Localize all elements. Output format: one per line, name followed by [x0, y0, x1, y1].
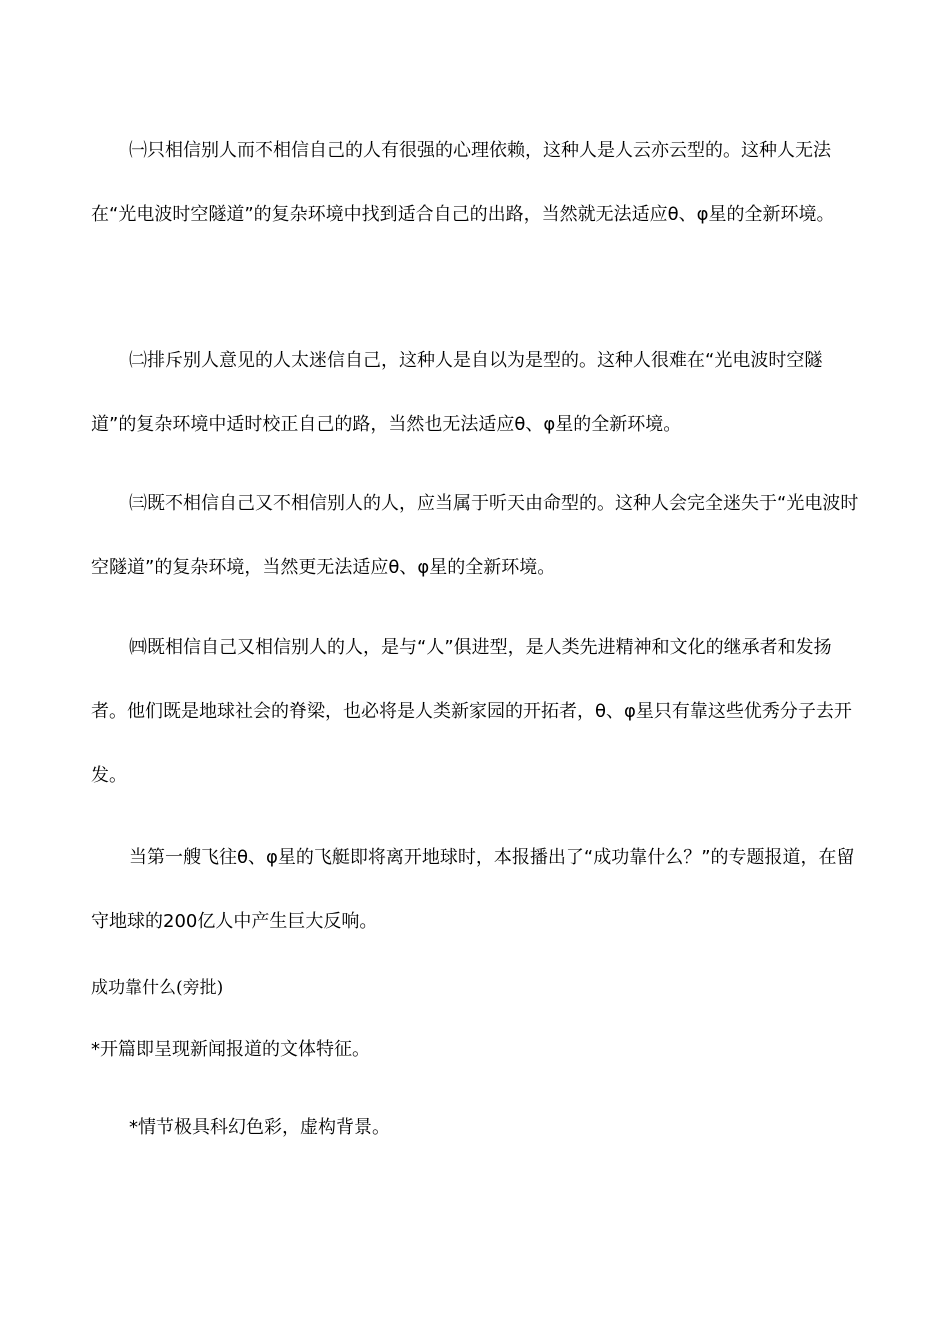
paragraph-5: 当第一艘飞往θ、φ星的飞艇即将离开地球时，本报播出了“成功靠什么？”的专题报道，在留守地球的200亿人中产生巨大反响。 [91, 847, 855, 932]
paragraph-1: ㈠只相信别人而不相信自己的人有很强的心理依赖，这种人是人云亦云型的。这种人无法在“光电波时空隧道”的复杂环境中找到适合自己的出路，当然就无法适应θ、φ星的全新环境。 [91, 140, 835, 225]
paragraph-4: ㈣既相信自己又相信别人的人，是与“人”俱进型，是人类先进精神和文化的继承者和发扬者。他们既是地球社会的脊梁，也必将是人类新家园的开拓者，θ、φ星只有靠这些优秀分子去开发。 [91, 637, 852, 786]
annotation-note-1: *开篇即呈现新闻报道的文体特征。 [91, 1039, 370, 1060]
paragraph-3: ㈢既不相信自己又不相信别人的人，应当属于听天由命型的。这种人会完全迷失于“光电波时空隧道”的复杂环境，当然更无法适应θ、φ星的全新环境。 [91, 493, 859, 578]
annotation-note-2: *情节极具科幻色彩，虚构背景。 [129, 1117, 390, 1138]
side-heading: 成功靠什么(旁批) [91, 978, 224, 998]
paragraph-2: ㈡排斥别人意见的人太迷信自己，这种人是自以为是型的。这种人很难在“光电波时空隧道”的复杂环境中适时校正自己的路，当然也无法适应θ、φ星的全新环境。 [91, 350, 823, 435]
